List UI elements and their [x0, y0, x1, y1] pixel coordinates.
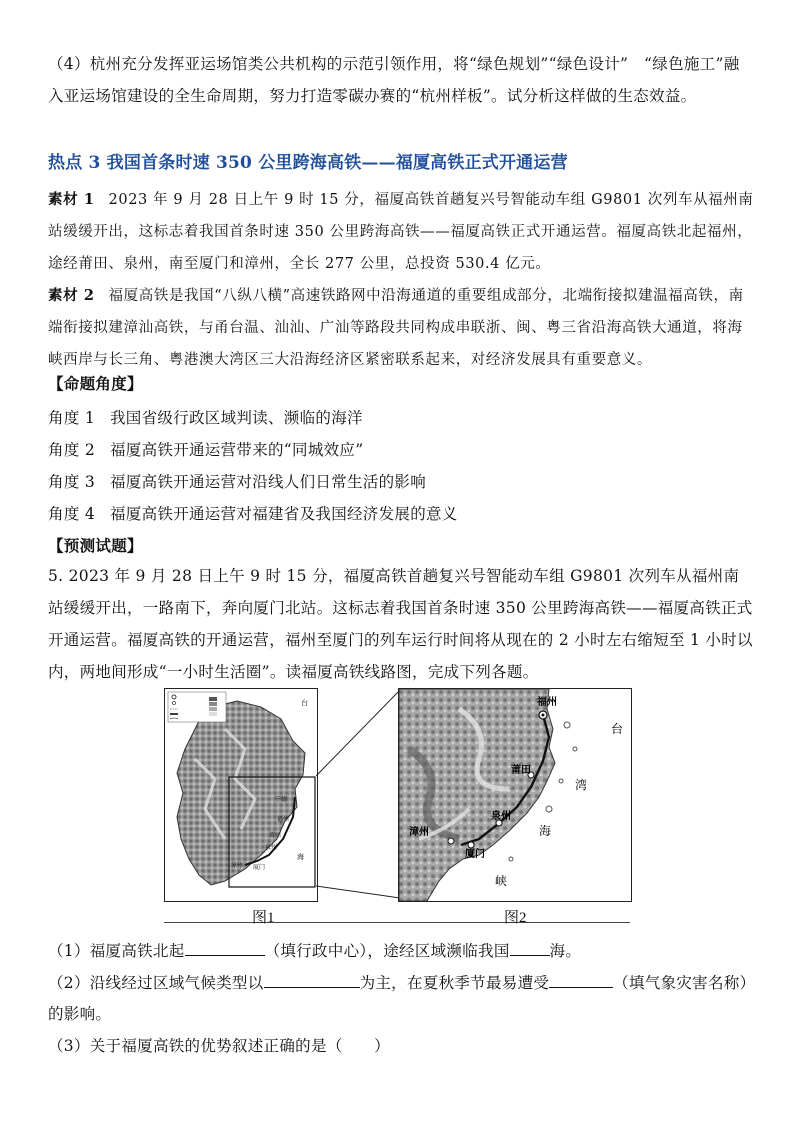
- answer-blank[interactable]: [264, 970, 360, 988]
- fig2-city-xiamen: 厦门: [465, 849, 485, 860]
- fig2-sea-hai: 海: [539, 824, 552, 838]
- answer-blank[interactable]: [549, 970, 613, 988]
- question-5-1: （1）福厦高铁北起 （填行政中心），途经区域濒临我国 海。: [48, 938, 581, 961]
- material-2: [48, 280, 754, 376]
- question-5-2-cont: 的影响。: [48, 1005, 112, 1023]
- fig1-sea-label-2: 海: [297, 853, 304, 861]
- rail-detail-map-svg: [399, 689, 631, 901]
- fujian-map-svg: [165, 689, 317, 901]
- answer-blank[interactable]: [510, 938, 550, 956]
- fig1-sea-label: 台: [301, 699, 308, 707]
- fig1-city-putian: 莆田: [269, 832, 282, 839]
- angle-item: 角度 4 福厦高铁开通运营对福建省及我国经济发展的意义: [48, 505, 458, 523]
- question-4: （4）杭州充分发挥亚运场馆类公共机构的示范引领作用，将“绿色规划”“绿色设计” “绿色施工”融入亚运场馆建设的全生命周期，努力打造零碳办赛的“杭州样板”。试分析这样做的生态效益。: [48, 55, 740, 105]
- figure-1-caption: 图1: [252, 910, 275, 926]
- fig2-city-zhangzhou: 漳州: [409, 827, 429, 838]
- fig1-city-quanzhou: 泉州: [265, 844, 278, 851]
- fig2-sea-xia: 峡: [495, 874, 508, 888]
- fig1-city-xiamen: 厦门: [253, 864, 266, 871]
- figure-baseline: [164, 922, 630, 923]
- question-5-2: （2）沿线经过区域气候类型以 为主，在夏秋季节最易遭受 （填气象灾害名称）: [48, 970, 755, 993]
- material-2-text: 福厦高铁是我国“八纵八横”高速铁路网中沿海通道的重要组成部分，北端衔接拟建温福高铁，南端衔接拟建漳汕高铁，与甬台温、汕汕、广汕等路段共同构成串联浙、闽、粤三省沿海高铁大通道，将海峡西岸与长三角、粤港澳大湾区三大沿海经济区紧密联系起来，对经济发展具有重要意义。: [48, 288, 744, 368]
- material-1: [48, 184, 754, 280]
- fig1-city-ningde: 宁德: [275, 796, 288, 803]
- hotspot-title: 热点 3 我国首条时速 350 公里跨海高铁——福厦高铁正式开通运营: [48, 153, 568, 173]
- fig1-city-fuzhou: 福州: [277, 816, 290, 823]
- fig2-city-fuzhou: 福州: [537, 697, 557, 708]
- fig2-city-quanzhou: 泉州: [491, 811, 511, 822]
- angle-item: 角度 3 福厦高铁开通运营对沿线人们日常生活的影响: [48, 473, 427, 491]
- section-angles: 【命题角度】: [48, 374, 143, 393]
- fig2-sea-wan: 湾: [575, 778, 588, 792]
- section-predict: 【预测试题】: [48, 536, 143, 555]
- fig2-sea-tai: 台: [611, 722, 624, 736]
- question-5-intro: 5. 2023 年 9 月 28 日上午 9 时 15 分，福厦高铁首趟复兴号智能动车组 G9801 次列车从福州南站缓缓开出，一路南下，奔向厦门北站。这标志着我国首条时速 350 公里跨海高铁——福厦高铁正式开通运营。福厦高铁的开通运营，福州至厦门的列车运行时间将从现在的 2 小时左右缩短至 1 小时以内，两地间形成“一小时生活圈”。读福厦高铁线路图，完成下列各题。: [48, 567, 753, 681]
- answer-blank[interactable]: [185, 938, 265, 956]
- angle-item: 角度 1 我国省级行政区域判读、濒临的海洋: [48, 409, 363, 427]
- angle-item: 角度 2 福厦高铁开通运营带来的“同城效应”: [48, 441, 364, 459]
- figure-1-map: [164, 688, 318, 902]
- figure-2-caption: 图2: [504, 910, 527, 926]
- fig1-city-zhangzhou: 漳州: [231, 862, 244, 869]
- fig2-city-putian: 莆田: [511, 765, 531, 776]
- figure-2-map: [398, 688, 632, 902]
- material-1-text: 2023 年 9 月 28 日上午 9 时 15 分，福厦高铁首趟复兴号智能动车组 G9801 次列车从福州南站缓缓开出，这标志着我国首条时速 350 公里跨海高铁——福厦高铁正式开通运营。福厦高铁北起福州，途经莆田、泉州，南至厦门和漳州，全长 277 公里，总投资 530.4 亿元。: [48, 192, 754, 272]
- material-1-label: 素材 1: [48, 191, 95, 208]
- material-2-label: 素材 2: [48, 287, 95, 304]
- zoom-connector-lines: [316, 688, 400, 900]
- question-5-3: （3）关于福厦高铁的优势叙述正确的是（ ）: [48, 1037, 390, 1055]
